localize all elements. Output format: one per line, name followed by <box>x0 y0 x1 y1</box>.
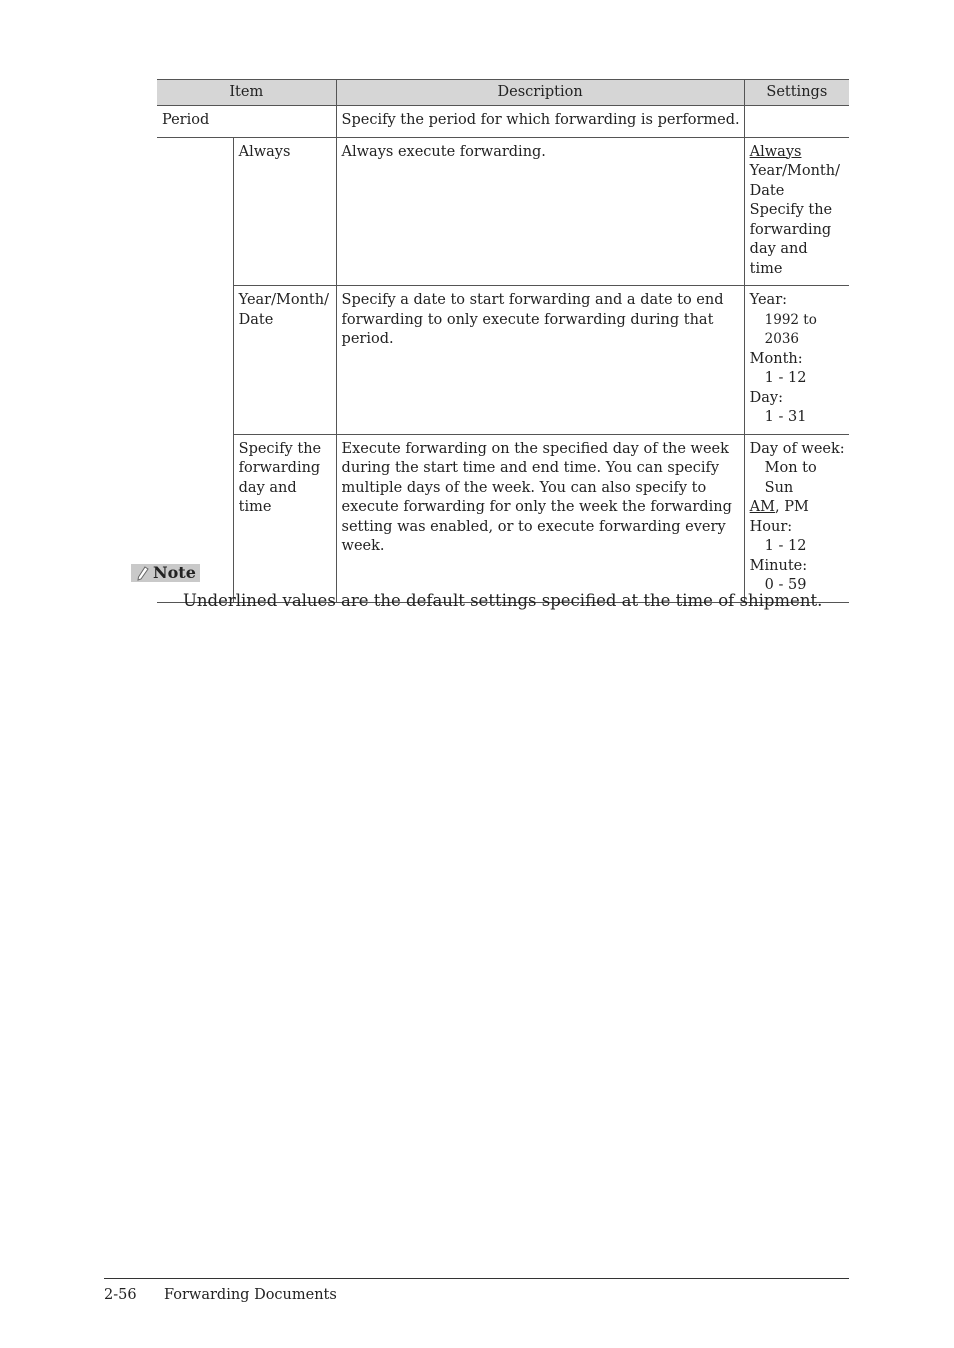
settings-label: Hour: <box>749 518 793 535</box>
settings-label: Day: <box>749 389 784 406</box>
table-row-specify-day-time <box>157 434 849 602</box>
description-year-month-date: Specify a date to start forwarding and a date to end forwarding to only execute forwarding during that period. <box>336 286 744 435</box>
header-description: Description <box>336 80 744 106</box>
settings-default-am: AM <box>749 499 775 515</box>
item-period: Period <box>157 106 336 138</box>
settings-label: Month: <box>749 350 803 367</box>
header-item: Item <box>157 80 336 106</box>
settings-default-always: Always <box>749 143 802 160</box>
item-year-month-date <box>233 286 336 435</box>
page-number: 2-56 <box>104 1287 137 1303</box>
settings-option: Year/Month/ <box>749 163 840 179</box>
settings-ampm <box>750 498 845 518</box>
settings-label: Day of week: <box>749 440 845 457</box>
settings-option: Date <box>749 182 785 199</box>
item-specify-day-time: Specify the forwarding day and time <box>233 434 336 602</box>
settings-value: 1 - 12 <box>764 370 807 386</box>
settings-value: Mon to Sun <box>764 460 817 496</box>
settings-period <box>744 106 849 138</box>
settings-option: Specify the <box>749 202 833 218</box>
settings-always <box>744 137 849 286</box>
table-row-year-month-date <box>157 286 849 435</box>
item-label-line: Date <box>238 311 274 328</box>
settings-label: Year: <box>749 292 788 308</box>
settings-value: 1 - 31 <box>764 409 807 425</box>
header-settings: Settings <box>744 80 849 106</box>
chapter-title: Forwarding Documents <box>164 1287 337 1303</box>
description-period: Specify the period for which forwarding is performed. <box>336 106 744 138</box>
item-always: Always <box>233 137 336 286</box>
settings-specify-day-time <box>744 434 849 602</box>
settings-pm: , PM <box>774 499 809 515</box>
settings-option: day and time <box>749 241 808 277</box>
description-always: Always execute forwarding. <box>336 137 744 286</box>
settings-value: 1 - 12 <box>764 538 807 554</box>
description-specify-day-time: Execute forwarding on the specified day of the week during the start time and end time. You can specify multiple days of the week. You can also specify to execute forwarding for only the week the forwarding setting was enabled, or to execute forwarding every week. <box>336 434 744 602</box>
settings-option: forwarding <box>749 221 832 238</box>
settings-value: 1992 to 2036 <box>764 311 817 347</box>
settings-year-month-date <box>744 286 849 435</box>
footer-divider <box>104 1278 849 1279</box>
settings-label: Minute: <box>749 557 808 574</box>
table-row-period <box>157 106 849 138</box>
settings-table <box>157 79 849 603</box>
item-label-line: Year/Month/ <box>238 292 329 308</box>
table-row-always <box>157 137 849 286</box>
pencil-icon <box>136 566 150 581</box>
note-text: Underlined values are the default settings specified at the time of shipment. <box>183 591 823 610</box>
table-header-row <box>157 80 849 106</box>
note-badge <box>131 564 200 582</box>
note-label: Note <box>153 563 196 582</box>
settings-value: 0 - 59 <box>764 577 807 593</box>
